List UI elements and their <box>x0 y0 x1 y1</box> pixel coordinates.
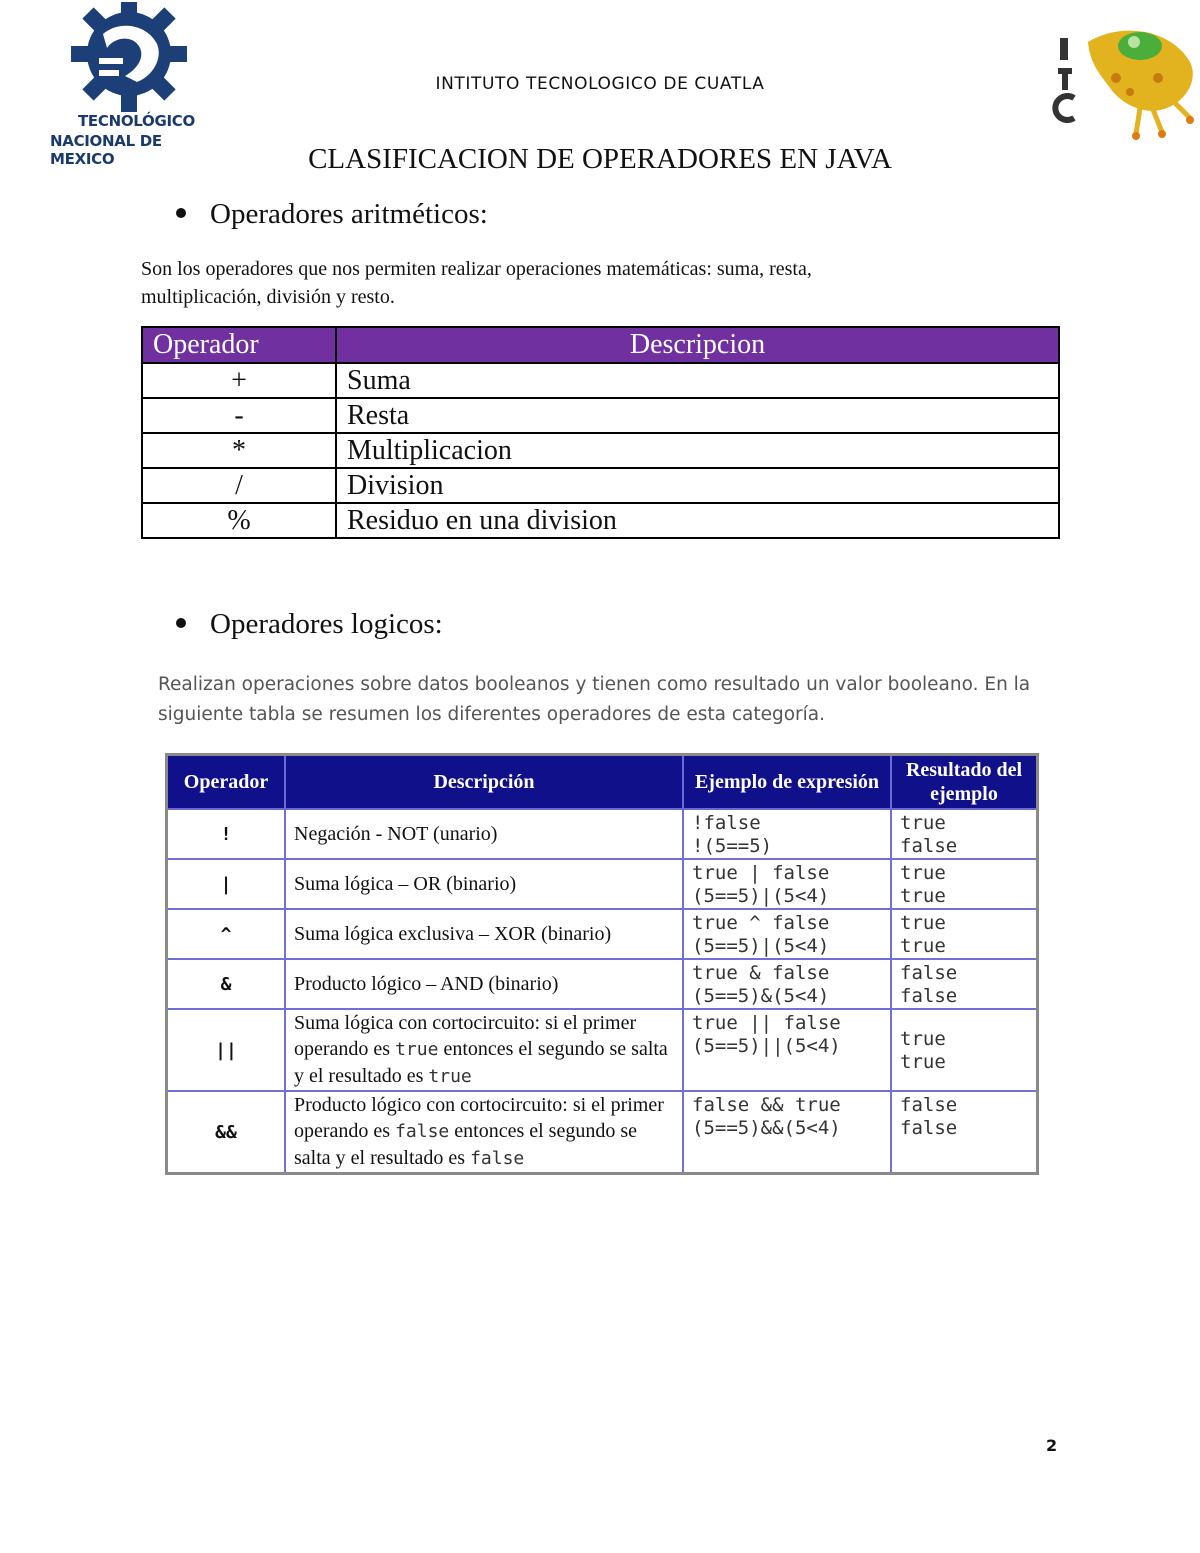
logical-operators-table <box>165 753 1039 1175</box>
gear-eagle-emblem-icon <box>44 2 214 114</box>
bullet-icon <box>176 208 186 218</box>
result-line: true <box>900 935 946 957</box>
result-cell <box>891 1091 1038 1174</box>
example-line: true || false <box>692 1012 841 1034</box>
operator-cell: + <box>142 363 336 398</box>
logical-description-line: Realizan operaciones sobre datos booleanos y tienen como resultado un valor booleano. En la <box>158 674 1031 695</box>
description-cell: Residuo en una division <box>336 503 1059 538</box>
table-row <box>167 809 1038 859</box>
example-cell <box>683 959 891 1009</box>
operator-cell: || <box>167 1009 286 1091</box>
operator-cell: ^ <box>167 909 286 959</box>
description-cell <box>285 1091 683 1174</box>
result-cell <box>891 909 1038 959</box>
table-row <box>142 363 1059 398</box>
result-line: true <box>900 862 946 884</box>
code-keyword: false <box>470 1148 525 1169</box>
example-cell <box>683 809 891 859</box>
result-line: true <box>900 885 946 907</box>
result-line: false <box>900 962 958 984</box>
description-text: Producto lógico con cortocircuito: si el primer operando es <box>294 1094 664 1142</box>
description-cell: Negación - NOT (unario) <box>285 809 683 859</box>
example-line: (5==5)|(5<4) <box>692 935 830 957</box>
description-text: entonces el segundo se salta y el resultado es <box>294 1038 668 1087</box>
description-cell: Suma lógica – OR (binario) <box>285 859 683 909</box>
column-header-example: Ejemplo de expresión <box>683 755 891 810</box>
table-row <box>142 468 1059 503</box>
arithmetic-heading-text: Operadores aritméticos: <box>210 198 488 230</box>
example-line: true | false <box>692 862 830 884</box>
description-cell: Division <box>336 468 1059 503</box>
code-keyword: true <box>428 1066 472 1087</box>
code-keyword: false <box>395 1121 450 1142</box>
operator-cell: && <box>167 1091 286 1174</box>
operator-cell: * <box>142 433 336 468</box>
description-cell: Multiplicacion <box>336 433 1059 468</box>
table-row <box>167 1009 1038 1091</box>
column-header-result: Resultado del ejemplo <box>891 755 1038 810</box>
arithmetic-description-line: Son los operadores que nos permiten realizar operaciones matemáticas: suma, resta, <box>141 258 812 280</box>
logo-text-line2: NACIONAL DE MEXICO <box>50 132 162 168</box>
example-line: (5==5)|(5<4) <box>692 885 830 907</box>
result-cell <box>891 859 1038 909</box>
table-row <box>142 433 1059 468</box>
example-cell <box>683 859 891 909</box>
example-line: (5==5)&(5<4) <box>692 985 830 1007</box>
table-row <box>142 398 1059 433</box>
description-cell: Resta <box>336 398 1059 433</box>
arithmetic-heading <box>176 198 488 231</box>
table-row <box>167 859 1038 909</box>
operator-cell: | <box>167 859 286 909</box>
table-row <box>167 1091 1038 1174</box>
operator-cell: ! <box>167 809 286 859</box>
logo-text-line1: TECNOLÓGICO <box>78 112 195 130</box>
column-header-operator: Operador <box>167 755 286 810</box>
page-number: 2 <box>1046 1436 1058 1455</box>
logical-heading-text: Operadores logicos: <box>210 608 443 640</box>
example-line: (5==5)&&(5<4) <box>692 1117 841 1139</box>
logical-description-line: siguiente tabla se resumen los diferentes operadores de esta categoría. <box>158 704 825 725</box>
operator-cell: & <box>167 959 286 1009</box>
result-line: true <box>900 1051 946 1073</box>
institution-header: INTITUTO TECNOLOGICO DE CUATLA <box>435 74 765 94</box>
logical-description <box>158 670 1038 730</box>
column-header-description: Descripcion <box>336 327 1059 363</box>
result-line: false <box>900 1094 958 1116</box>
description-text: entonces el segundo se salta y el resultado es <box>294 1120 637 1169</box>
example-cell <box>683 1009 891 1091</box>
operator-cell: % <box>142 503 336 538</box>
table-row <box>167 909 1038 959</box>
description-cell: Suma lógica exclusiva – XOR (binario) <box>285 909 683 959</box>
table-header-row <box>142 327 1059 363</box>
result-line: false <box>900 1117 958 1139</box>
table-row <box>142 503 1059 538</box>
example-cell <box>683 1091 891 1174</box>
example-line: true ^ false <box>692 912 830 934</box>
table-header-row <box>167 755 1038 810</box>
operator-cell: - <box>142 398 336 433</box>
arithmetic-description <box>141 255 1041 311</box>
result-line: true <box>900 912 946 934</box>
table-row <box>167 959 1038 1009</box>
logical-heading <box>176 608 443 641</box>
example-line: !false <box>692 812 761 834</box>
description-cell: Suma <box>336 363 1059 398</box>
example-line: true & false <box>692 962 830 984</box>
description-cell: Producto lógico – AND (binario) <box>285 959 683 1009</box>
arithmetic-description-line: multiplicación, división y resto. <box>141 286 395 308</box>
arithmetic-operators-table <box>141 326 1060 539</box>
example-cell <box>683 909 891 959</box>
result-line: false <box>900 985 958 1007</box>
bullet-icon <box>176 618 186 628</box>
page-title: CLASIFICACION DE OPERADORES EN JAVA <box>308 143 892 175</box>
example-line: (5==5)||(5<4) <box>692 1035 841 1057</box>
description-text: Suma lógica con cortocircuito: si el primer operando es <box>294 1012 637 1060</box>
result-line: true <box>900 812 946 834</box>
column-header-operator: Operador <box>142 327 336 363</box>
operator-cell: / <box>142 468 336 503</box>
example-line: false && true <box>692 1094 841 1116</box>
result-line: false <box>900 835 958 857</box>
example-line: !(5==5) <box>692 835 773 857</box>
result-cell <box>891 1009 1038 1091</box>
result-cell <box>891 809 1038 859</box>
result-line: true <box>900 1028 946 1050</box>
description-cell <box>285 1009 683 1091</box>
result-cell <box>891 959 1038 1009</box>
column-header-description: Descripción <box>285 755 683 810</box>
code-keyword: true <box>395 1039 439 1060</box>
